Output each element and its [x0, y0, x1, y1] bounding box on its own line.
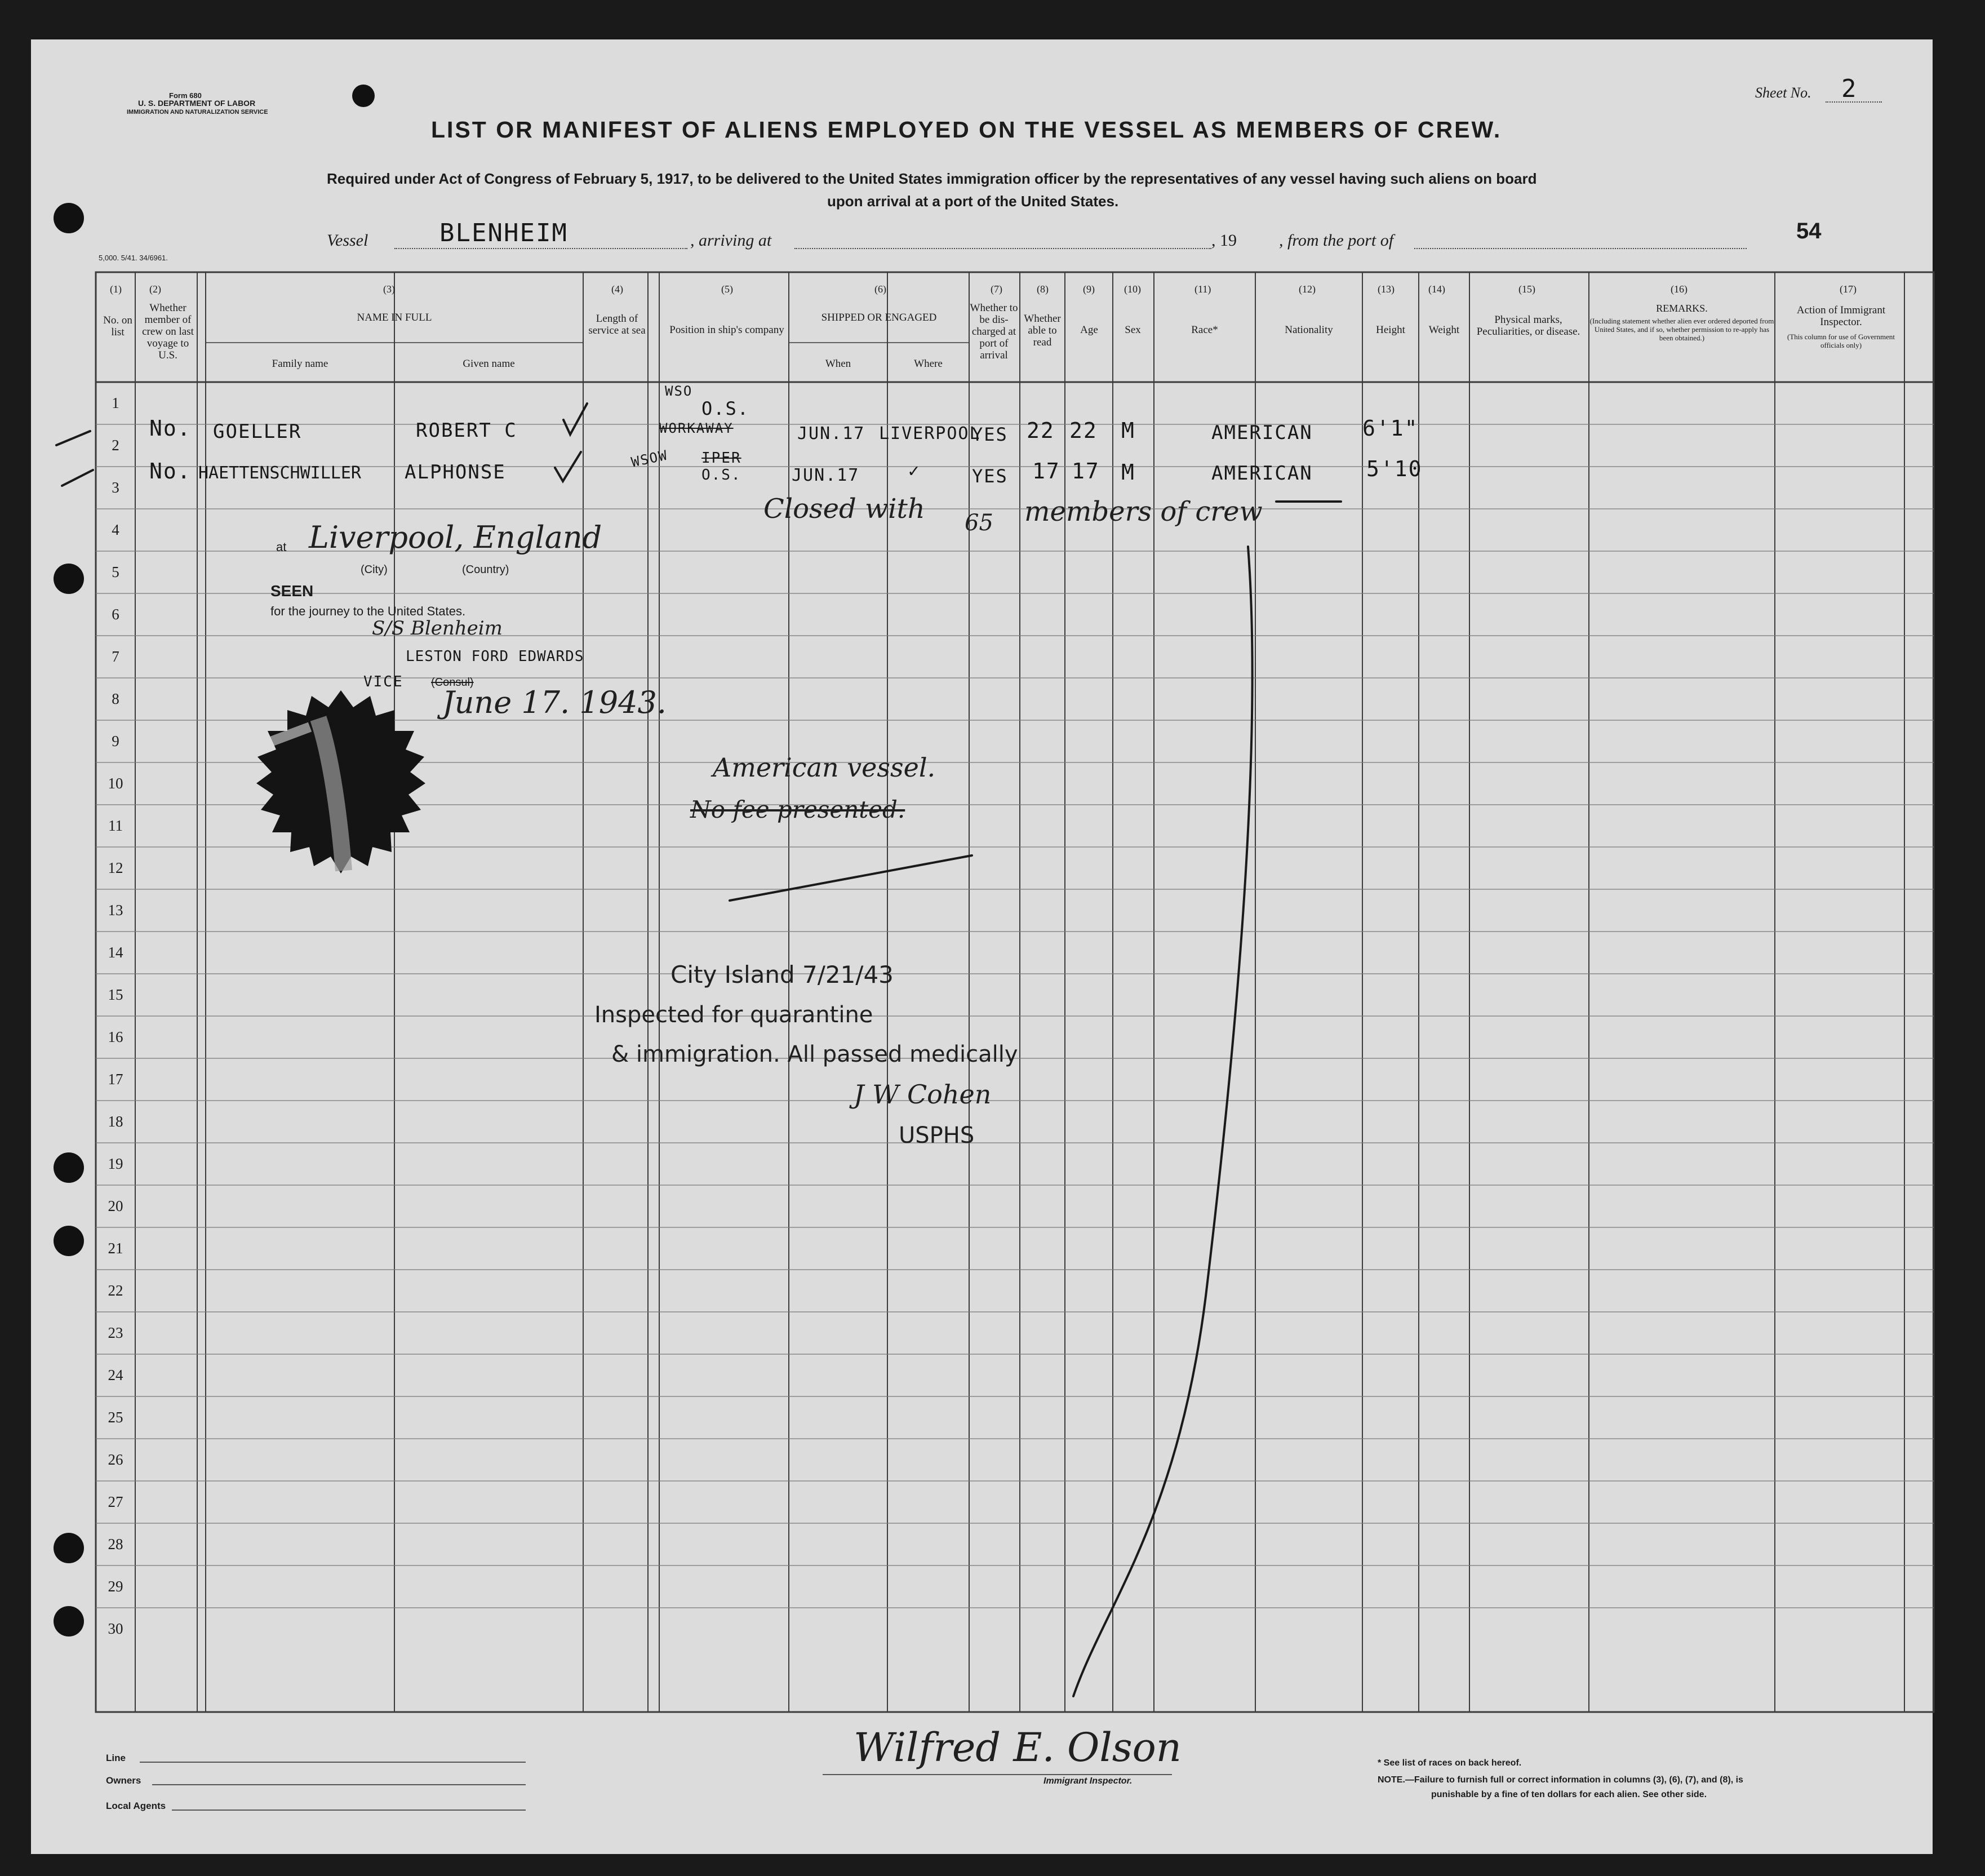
- col-header-family: Family name: [272, 358, 328, 370]
- inspector-label: Immigrant Inspector.: [1043, 1776, 1133, 1786]
- footer-race-note: * See list of races on back hereof.: [1378, 1758, 1522, 1768]
- row-number: 11: [108, 817, 123, 834]
- row-number: 4: [112, 521, 119, 538]
- form-number: Form 680: [169, 91, 202, 100]
- col-num: (13): [1378, 283, 1395, 295]
- row1-age: 22: [1069, 418, 1098, 443]
- row-number: 8: [112, 690, 119, 707]
- col-num: (7): [991, 283, 1002, 295]
- col-header-read: Whether able to read: [1024, 313, 1061, 348]
- row-number: 10: [108, 775, 123, 792]
- col-num: (9): [1083, 283, 1095, 295]
- col-num: (12): [1299, 283, 1316, 295]
- col-header-where: Where: [914, 358, 943, 370]
- col-num: (11): [1194, 283, 1211, 295]
- stamp-vessel: S/S Blenheim: [372, 617, 503, 640]
- col-num: (17): [1840, 283, 1857, 295]
- american-vessel-note: American vessel.: [713, 752, 936, 783]
- row-number: 25: [108, 1409, 123, 1426]
- row2-checkmark: [555, 452, 581, 481]
- col-header-action-note: (This column for use of Government officials only): [1787, 332, 1895, 349]
- row2-sex: M: [1121, 460, 1135, 485]
- row2-position: O.S.: [701, 467, 741, 484]
- closed-rest: members of crew: [1024, 496, 1263, 527]
- row1-family-name: GOELLER: [213, 420, 302, 443]
- closed-with-text: Closed with: [763, 493, 925, 525]
- row-number: 18: [108, 1113, 123, 1130]
- row2-nationality: AMERICAN: [1211, 462, 1313, 485]
- row-number: 2: [112, 437, 119, 454]
- stamp-title: (Consul): [431, 676, 474, 689]
- col-header-race: Race*: [1191, 324, 1218, 336]
- row2-family-name: HAETTENSCHWILLER: [198, 463, 361, 483]
- subtitle-line2: upon arrival at a port of the United States.: [827, 193, 1119, 210]
- row-number: 9: [112, 733, 119, 749]
- closed-count: 65: [965, 510, 993, 536]
- row2-position-note: WSOW: [629, 447, 669, 471]
- no-fee-note: No fee presented.: [690, 796, 905, 823]
- from-port-label: , from the port of: [1279, 231, 1394, 250]
- row2-when: JUN.17: [792, 465, 860, 485]
- stamp-journey: for the journey to the United States.: [270, 604, 466, 618]
- row1-given-name: ROBERT C: [416, 419, 517, 442]
- col-header-no: No. on list: [103, 314, 132, 338]
- footer-note-line1: NOTE.—Failure to furnish full or correct information in columns (3), (6), (7), and (8), is: [1378, 1775, 1743, 1785]
- footer-note-line2: punishable by a fine of ten dollars for each alien. See other side.: [1431, 1790, 1707, 1799]
- row-number: 29: [108, 1578, 123, 1595]
- row-number: 28: [108, 1536, 123, 1553]
- footer-owners-label: Owners: [106, 1775, 141, 1786]
- stamp-place: Liverpool, England: [309, 520, 602, 555]
- service-name: IMMIGRATION AND NATURALIZATION SERVICE: [127, 109, 268, 116]
- stamp-at-label: at: [276, 540, 287, 554]
- stamp-seen: SEEN: [270, 582, 314, 600]
- col-num: (8): [1037, 283, 1049, 295]
- row1-read: 22: [1027, 418, 1055, 443]
- col-num: (6): [874, 283, 886, 295]
- arriving-label: , arriving at: [690, 231, 772, 250]
- sheet-label: Sheet No.: [1755, 85, 1811, 101]
- margin-tick: [62, 470, 93, 486]
- row-number: 27: [108, 1493, 123, 1510]
- col-num: (1): [110, 283, 122, 295]
- row1-height: 6'1": [1362, 416, 1419, 441]
- sheet-number: 2: [1841, 74, 1858, 103]
- col-num: (3): [383, 283, 395, 295]
- col-num: (5): [721, 283, 733, 295]
- col-header-weight: Weight: [1428, 324, 1460, 336]
- row1-position-note: WSO: [665, 383, 693, 399]
- col-header-member: Whether member of crew on last voyage to U.S.: [142, 302, 194, 361]
- subtitle-line1: Required under Act of Congress of February 5, 1917, to be delivered to the United States immigration officer by the representatives of any vessel having such aliens on board: [327, 170, 1537, 187]
- col-header-nationality: Nationality: [1285, 324, 1333, 336]
- immigration-note: & immigration. All passed medically: [611, 1041, 1018, 1067]
- health-signature: J W Cohen: [854, 1079, 992, 1110]
- consular-seal-icon: [223, 685, 459, 910]
- row2-read: 17: [1032, 459, 1060, 484]
- row1-discharge: YES: [972, 424, 1008, 445]
- print-code: 5,000. 5/41. 34/6961.: [99, 254, 168, 262]
- col-header-shipped: SHIPPED OR ENGAGED: [821, 312, 937, 323]
- usphs-note: USPHS: [899, 1123, 975, 1148]
- page-title: LIST OR MANIFEST OF ALIENS EMPLOYED ON THE VESSEL AS MEMBERS OF CREW.: [431, 117, 1502, 143]
- col-num: (4): [611, 283, 623, 295]
- col-num: (16): [1671, 283, 1688, 295]
- row-number: 14: [108, 944, 123, 961]
- year-label: , 19: [1211, 231, 1237, 250]
- col-header-name: NAME IN FULL: [357, 312, 432, 323]
- col-header-when: When: [825, 358, 851, 370]
- row-number: 26: [108, 1451, 123, 1468]
- row1-nationality: AMERICAN: [1211, 422, 1313, 444]
- col-header-position: Position in ship's company: [669, 324, 784, 336]
- col-header-discharge: Whether to be dis-charged at port of arrival: [970, 302, 1018, 361]
- row1-sex: M: [1121, 418, 1135, 443]
- row-number: 6: [112, 606, 119, 623]
- row2-last-voyage: No.: [149, 459, 192, 484]
- inspector-signature: Wilfred E. Olson: [854, 1724, 1182, 1771]
- department: U. S. DEPARTMENT OF LABOR: [138, 99, 256, 108]
- stamp-city-label: (City): [361, 564, 388, 576]
- row-number: 5: [112, 564, 119, 580]
- row2-given-name: ALPHONSE: [405, 461, 506, 484]
- row1-position: O.S.: [701, 398, 750, 419]
- col-header-service: Length of service at sea: [588, 313, 646, 336]
- row1-when: JUN.17: [797, 424, 865, 444]
- vessel-name: BLENHEIM: [439, 219, 568, 247]
- margin-tick: [56, 431, 90, 445]
- col-num: (14): [1428, 283, 1445, 295]
- col-header-remarks-note: (Including statement whether alien ever ordered deported from United States, and if so, whether permission to re-apply has been obtained.): [1589, 317, 1774, 342]
- row-number: 16: [108, 1028, 123, 1045]
- row-number: 30: [108, 1620, 123, 1637]
- col-num: (10): [1124, 283, 1141, 295]
- col-header-marks: Physical marks, Peculiarities, or disease.: [1476, 314, 1580, 338]
- row1-checkmark: [563, 403, 587, 434]
- col-header-action: Action of Immigrant Inspector.: [1796, 304, 1886, 328]
- footer-agents-label: Local Agents: [106, 1800, 166, 1811]
- stamp-title-prefix: VICE: [363, 673, 403, 690]
- row2-height: 5'10: [1366, 456, 1423, 481]
- col-header-given: Given name: [463, 358, 515, 370]
- row-number: 13: [108, 902, 123, 919]
- row-number: 1: [112, 394, 119, 411]
- american-vessel-underline: [730, 855, 972, 901]
- col-num: (2): [149, 283, 161, 295]
- row-number: 7: [112, 648, 119, 665]
- col-header-remarks: REMARKS.: [1656, 303, 1708, 314]
- row-number: 15: [108, 986, 123, 1003]
- city-island-note: City Island 7/21/43: [670, 961, 894, 988]
- col-num: (15): [1518, 283, 1535, 295]
- stamp-officer: LESTON FORD EDWARDS: [406, 648, 584, 665]
- stamp-country-label: (Country): [462, 564, 509, 576]
- row-number: 17: [108, 1071, 123, 1088]
- vessel-label: Vessel: [327, 231, 368, 250]
- row2-discharge: YES: [972, 465, 1008, 487]
- row-number: 23: [108, 1324, 123, 1341]
- row2-where: ✓: [908, 460, 921, 481]
- row2-position-struck: IPER: [701, 450, 741, 467]
- row-number: 20: [108, 1198, 123, 1214]
- row-number: 19: [108, 1155, 123, 1172]
- col-header-sex: Sex: [1125, 324, 1141, 336]
- row1-where: LIVERPOOL: [879, 424, 981, 444]
- page-number: 54: [1796, 219, 1822, 243]
- footer-line-label: Line: [106, 1753, 126, 1763]
- row1-last-voyage: No.: [149, 416, 192, 441]
- row1-position-struck: WORKAWAY: [659, 420, 734, 436]
- bracket-line: [1073, 547, 1253, 1696]
- row-number: 3: [112, 479, 119, 496]
- row-number: 12: [108, 859, 123, 876]
- col-header-age: Age: [1080, 324, 1098, 336]
- row-number: 21: [108, 1240, 123, 1257]
- col-header-height: Height: [1376, 324, 1405, 336]
- inspected-note: Inspected for quarantine: [594, 1002, 873, 1028]
- row-number: 24: [108, 1367, 123, 1383]
- row-number: 22: [108, 1282, 123, 1299]
- row2-age: 17: [1072, 459, 1100, 484]
- stamp-date: June 17. 1943.: [442, 685, 667, 720]
